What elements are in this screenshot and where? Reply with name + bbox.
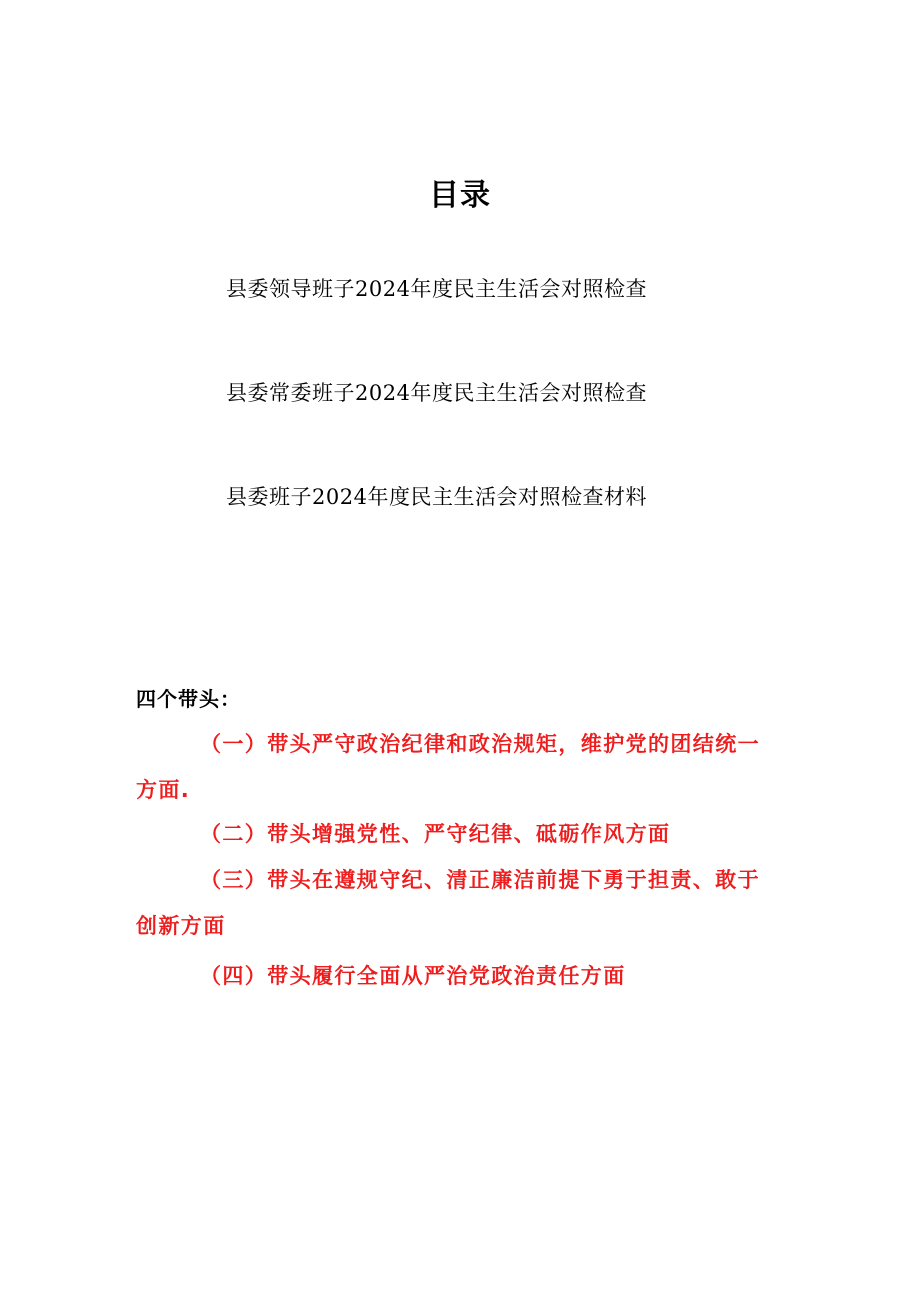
item-3-line-1: （三）带头在遵规守纪、清正廉洁前提下勇于担责、敢于 — [200, 868, 760, 892]
section-heading: 四个带头： — [136, 687, 241, 711]
toc-item-2: 县委常委班子2024年度民主生活会对照检查 — [226, 381, 647, 405]
item-3-line-2: 创新方面 — [136, 914, 226, 938]
item-2-line-1: （二）带头增强党性、严守纪律、砥砺作风方面 — [200, 822, 671, 846]
toc-item-3: 县委班子2024年度民主生活会对照检查材料 — [226, 485, 647, 509]
item-4-line-1: （四）带头履行全面从严治党政治责任方面 — [200, 964, 626, 988]
item-1-line-1: （一）带头严守政治纪律和政治规矩，维护党的团结统一 — [200, 732, 760, 756]
page-title: 目录 — [429, 178, 491, 213]
toc-item-1: 县委领导班子2024年度民主生活会对照检查 — [226, 277, 647, 301]
item-1-line-2: 方面. — [136, 778, 191, 802]
